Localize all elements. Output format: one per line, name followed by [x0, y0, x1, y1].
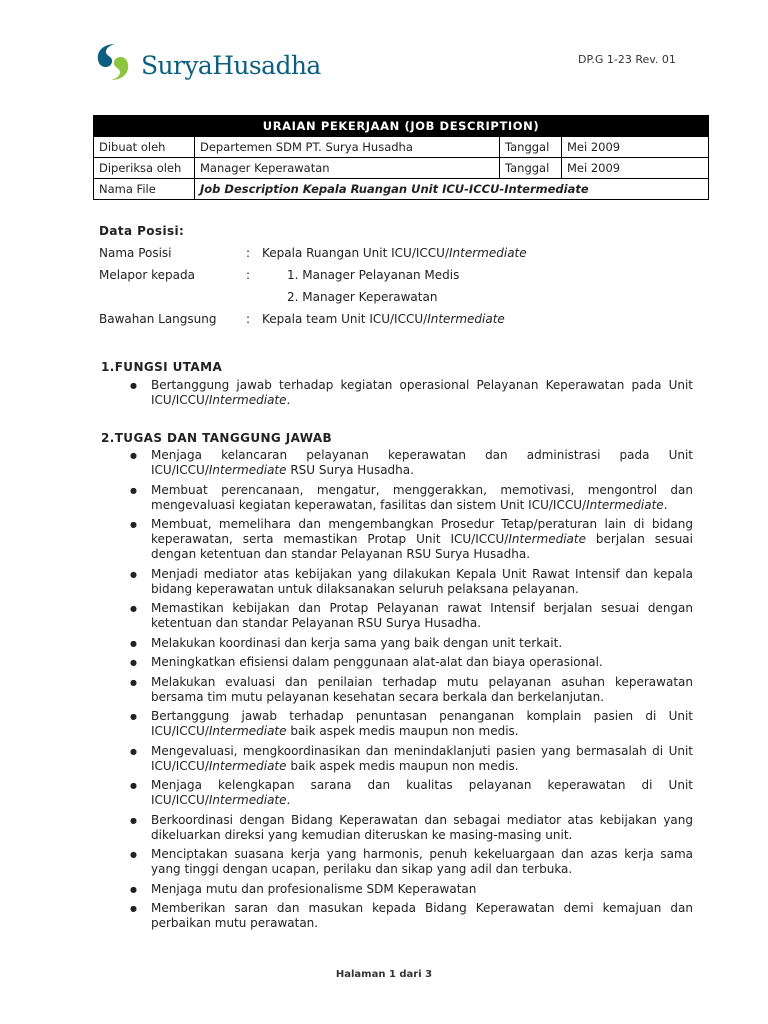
position-name-row: [99, 246, 699, 261]
reports-to-label: Melapor kepada: [99, 268, 195, 282]
list-item: ● Memastikan kebijakan dan Protap Pelayanan rawat Intensif berjalan sesuai dengan ketentuan dan standar Pelayanan RSU Surya Husadha.: [128, 601, 693, 631]
table-title: URAIAN PEKERJAAN (JOB DESCRIPTION): [94, 116, 709, 137]
list-item: ● Menjaga kelengkapan sarana dan kualitas pelayanan keperawatan di Unit ICU/ICCU/Intermediate.: [128, 778, 693, 808]
main-function-list-container: [128, 378, 693, 413]
list-item: ● Membuat perencanaan, mengatur, menggerakkan, memotivasi, mengontrol dan mengevaluasi kegiatan keperawatan, fasilitas dan sistem Unit ICU/ICCU/Intermediate.: [128, 483, 693, 513]
position-name-label: Nama Posisi: [99, 246, 172, 260]
date-value: Mei 2009: [562, 137, 709, 158]
list-item: ● Bertanggung jawab terhadap kegiatan operasional Pelayanan Keperawatan pada Unit ICU/ICCU/Intermediate.: [128, 378, 693, 408]
list-item: ● Menjaga mutu dan profesionalisme SDM Keperawatan: [128, 882, 693, 897]
reports-to-row: [99, 268, 699, 283]
main-function-list: [128, 378, 693, 408]
colon: :: [246, 246, 251, 260]
table-row: [94, 137, 709, 158]
list-item: ● Bertanggung jawab terhadap penuntasan penanganan komplain pasien di Unit ICU/ICCU/Intermediate baik aspek medis maupun non medis.: [128, 709, 693, 739]
date-value: Mei 2009: [562, 158, 709, 179]
date-label: Tanggal: [500, 158, 562, 179]
document-info-table: [93, 115, 709, 200]
table-row: [94, 179, 709, 200]
date-label: Tanggal: [500, 137, 562, 158]
list-item: ● Menjadi mediator atas kebijakan yang dilakukan Kepala Unit Rawat Intensif dan kepala bidang keperawatan untuk dilaksanakan seluruh pelaksana pelayanan.: [128, 567, 693, 597]
company-logo: [93, 42, 321, 82]
position-data-heading: Data Posisi:: [99, 224, 185, 238]
section-heading-main-function: 1.FUNGSI UTAMA: [101, 360, 223, 374]
surya-husadha-logo-icon: [93, 42, 133, 82]
created-by-label: Dibuat oleh: [94, 137, 195, 158]
list-item: ● Melakukan evaluasi dan penilaian terhadap mutu pelayanan asuhan keperawatan bersama tim mutu pelayanan kesehatan secara berkala dan berkelanjutan.: [128, 675, 693, 705]
table-title-row: [94, 116, 709, 137]
list-item: ● Menciptakan suasana kerja yang harmonis, penuh kekeluargaan dan azas kerja sama yang tinggi dengan ucapan, perilaku dan sikap yang adil dan terbuka.: [128, 847, 693, 877]
reports-to-item: 1. Manager Pelayanan Medis: [287, 268, 460, 282]
position-name-value: Kepala Ruangan Unit ICU/ICCU/Intermediate: [262, 246, 527, 260]
created-by-value: Departemen SDM PT. Surya Husadha: [195, 137, 500, 158]
page-number: Halaman 1 dari 3: [335, 969, 433, 980]
subordinate-value: Kepala team Unit ICU/ICCU/Intermediate: [262, 312, 505, 326]
list-item: ● Menjaga kelancaran pelayanan keperawatan dan administrasi pada Unit ICU/ICCU/Intermediate RSU Surya Husadha.: [128, 448, 693, 478]
list-item: ● Meningkatkan efisiensi dalam penggunaan alat-alat dan biaya operasional.: [128, 655, 693, 670]
logo-wordmark: SuryaHusadha: [141, 50, 321, 80]
reports-to-item: 2. Manager Keperawatan: [287, 290, 438, 304]
table-row: [94, 158, 709, 179]
list-item: ● Melakukan koordinasi dan kerja sama yang baik dengan unit terkait.: [128, 636, 693, 651]
section-heading-duties: 2.TUGAS DAN TANGGUNG JAWAB: [101, 431, 333, 445]
list-item: ● Berkoordinasi dengan Bidang Keperawatan dan sebagai mediator atas kebijakan yang dikeluarkan direksi yang kemudian diteruskan ke masing-masing unit.: [128, 813, 693, 843]
checked-by-label: Diperiksa oleh: [94, 158, 195, 179]
list-item: ● Memberikan saran dan masukan kepada Bidang Keperawatan demi kemajuan dan perbaikan mutu perawatan.: [128, 901, 693, 931]
colon: :: [246, 312, 251, 326]
reports-to-row-2: [99, 290, 699, 305]
list-item: ● Membuat, memelihara dan mengembangkan Prosedur Tetap/peraturan lain di bidang keperawatan, serta memastikan Protap Unit ICU/ICCU/Intermediate berjalan sesuai dengan ketentuan dan standar Pelayanan RSU Surya Husadha.: [128, 517, 693, 562]
list-item: ● Mengevaluasi, mengkoordinasikan dan menindaklanjuti pasien yang bermasalah di Unit ICU/ICCU/Intermediate baik aspek medis maupun non medis.: [128, 744, 693, 774]
colon: :: [246, 268, 251, 282]
duties-list-container: [128, 448, 693, 936]
subordinate-label: Bawahan Langsung: [99, 312, 217, 326]
duties-list: [128, 448, 693, 931]
document-number: DP.G 1-23 Rev. 01: [578, 53, 676, 66]
subordinate-row: [99, 312, 699, 327]
file-name-value: Job Description Kepala Ruangan Unit ICU-ICCU-Intermediate: [195, 179, 709, 200]
file-name-label: Nama File: [94, 179, 195, 200]
checked-by-value: Manager Keperawatan: [195, 158, 500, 179]
